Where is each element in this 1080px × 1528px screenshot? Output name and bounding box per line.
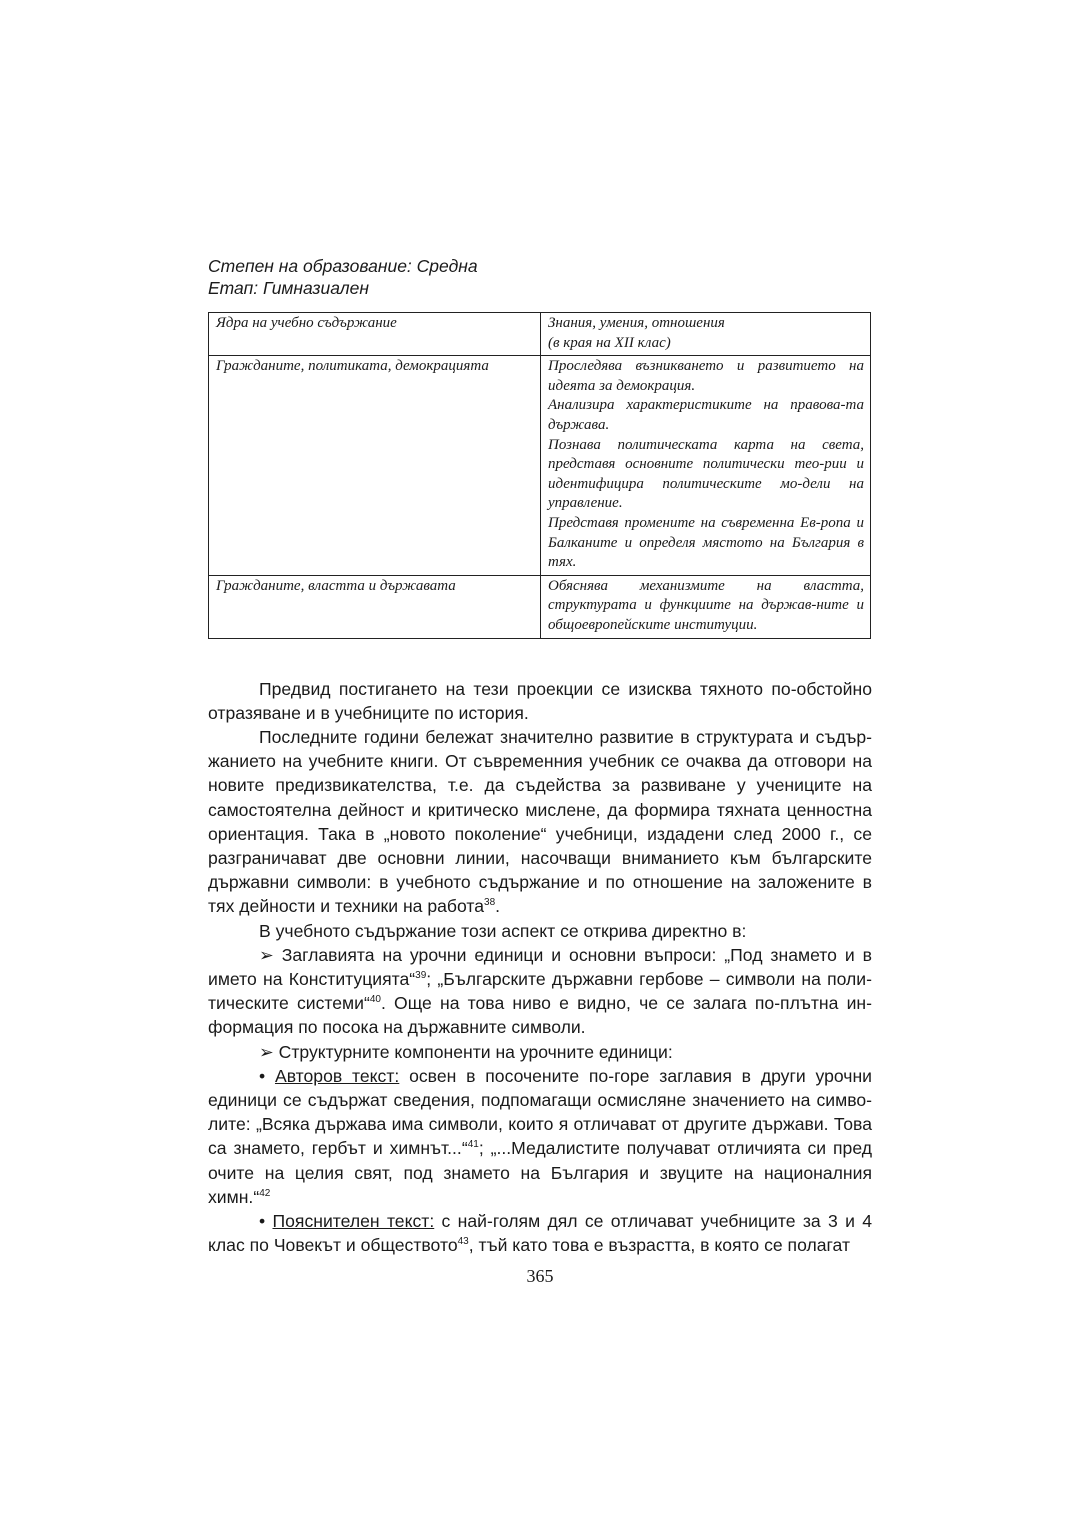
paragraph-text: освен в посочените по-горе заглавия в други урочни единици се съдържат сведения, подпомагащи осмисляне значението на симво-лите: „Всяка държава има символи, които я отличават от другите държави. Това са знамето, гербът и химнът...“ [208,1065,873,1159]
table-header-knowledge [541,313,871,356]
paragraph-text: ; „...Медалистите получават отличията си пред очите на целия свят, под знамето на България и звуците на националния химн.“ [208,1138,872,1207]
paragraph: В учебното съдържание този аспект се открива директно в: [259,920,747,941]
knowledge-item: Анализира характеристиките на правова-та държава. [548,397,864,433]
document-page [208,255,872,1257]
footnote-ref: 41 [467,1139,479,1151]
footnote-ref: 38 [484,897,496,909]
knowledge-item: Познава политическата карта на света, представя основните политически тео-рии и идентифицира политическите мо-дели на управление. [548,436,864,512]
paragraph: Последните години бележат значително развитие в структурата и съдър-жанието на учебните книги. От съвременния учебник се очаква да отговори на новите предизвикателства, т.е. да съдейства за развиване у учениците на самостоятелна дейност и критическо мислене, да формира тяхната ценностна ориентация. Така в „новото поколение“ учебници, издадени след 2000 г., се разграничават две основни линии, насочващи вниманието към българските държавни символи: в учебното съдържание и по отношение на заложените в тях дейности и техники на работа$^{38}$. [208,726,872,917]
table-cell-core: Гражданите, властта и държавата [209,575,541,638]
paragraph: Предвид постигането на тези проекции се изисква тяхното по-обстойно отразяване и в учебниците по история. [208,678,872,723]
paragraph-text: с най-голям дял се отличават учебниците за 3 и 4 клас по Човекът и обществото [208,1210,873,1256]
table-row [209,356,871,576]
table-header-knowledge-line2: (в края на XII клас) [548,334,671,351]
list-item: ➢ Структурните компоненти на урочните единици: [259,1041,673,1062]
paragraph-text: . Още на това ниво е видно, че се залага по-плътна ин-формация по посока на държавните символи. [208,993,872,1038]
knowledge-item: Обяснява механизмите на властта, структурата и функциите на държав-ните и общоевропейските институции. [548,577,864,633]
list-item [208,943,872,1040]
bullet-icon: • [259,1065,266,1086]
footnote-ref: 43 [457,1236,469,1248]
table-cell-knowledge [541,575,871,638]
table-row [209,575,871,638]
list-item [208,1209,872,1257]
knowledge-item: Проследява възникването и развитието на идеята за демокрация. [548,358,864,394]
table-header-core: Ядра на учебно съдържание [209,313,541,356]
footnote-ref: 42 [259,1187,271,1199]
footnote-ref: 40 [369,994,381,1006]
bullet-icon: • [259,1210,266,1231]
table-header-knowledge-line1: Знания, умения, отношения [548,315,725,331]
body-text [208,677,872,1258]
document-meta [208,255,872,299]
paragraph-text: , тъй като това е възрастта, в която се полагат [468,1235,851,1256]
footnote-ref: 39 [415,970,427,982]
knowledge-item: Представя промените на съвременна Ев-ропа и Балканите и определя мястото на България в тях. [548,514,864,571]
paragraph-text: ➢ Заглавията на урочни единици и основни въпроси: „Под знамето и в името на Конституцията“ [208,944,872,989]
curriculum-table [208,312,871,639]
item-label: Авторов текст: [274,1065,400,1086]
table-cell-core: Гражданите, политиката, демокрацията [209,356,541,576]
education-stage: Етап: Гимназиален [208,278,370,298]
paragraph-text: Последните години бележат значително развитие в структурата и съдър-жанието на учебните книги. От съвременния учебник се очаква да отговори на новите предизвикателства, т.е. да съдейства за развиване у учениците на самостоятелна дейност и критическо мислене, да формира тяхната ценностна ориентация. Така в „новото поколение“ учебници, издадени след 2000 г., се разграничават две основни линии, насочващи вниманието към българските държавни символи: в учебното съдържание и по отношение на заложените в тях дейности и техники на работа [208,726,872,917]
table-cell-knowledge [541,356,871,576]
list-item [208,1064,872,1209]
item-label: Пояснителен текст: [272,1210,435,1231]
page-number: 365 [526,1266,554,1286]
education-level: Степен на образование: Средна [208,256,478,276]
paragraph-text: ; „Българските държавни гербове – символи на поли-тическите системи“ [208,968,872,1014]
table-header-row [209,313,871,356]
